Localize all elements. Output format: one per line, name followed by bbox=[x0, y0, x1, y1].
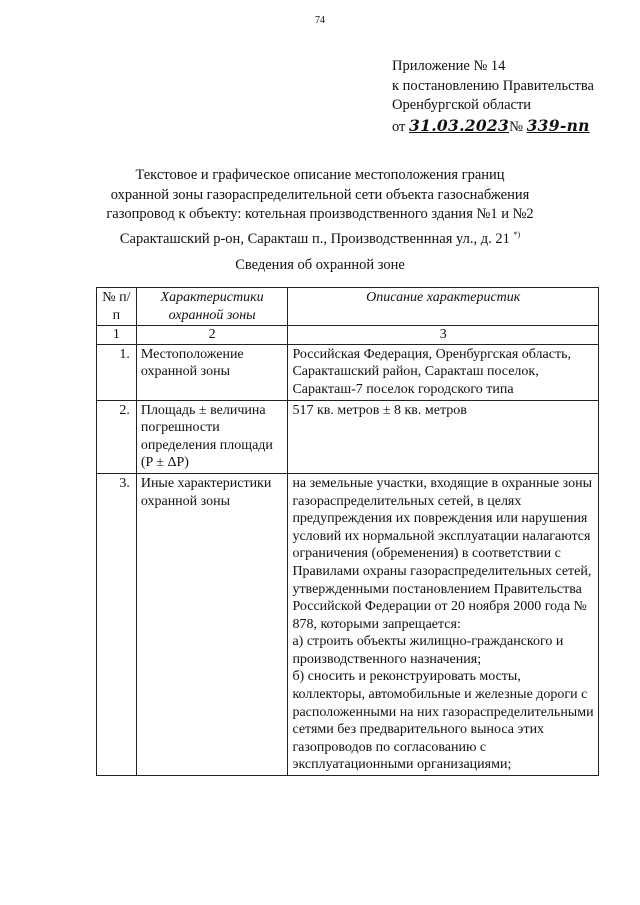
restriction-item-a: а) строить объекты жилищно-гражданского и производственного назначения; bbox=[292, 634, 564, 667]
appendix-block bbox=[392, 57, 597, 137]
handwritten-date: 31.03.2023 bbox=[409, 115, 510, 135]
section-subtitle: Сведения об охранной зоне bbox=[235, 257, 405, 273]
number-label: № bbox=[509, 118, 523, 135]
column-index-1: 1 bbox=[97, 326, 137, 345]
restriction-item-b: б) сносить и реконструировать мосты, коллекторы, автомобильные и железные дороги с расположенными на них газораспределительными сетями без предварительного выноса этих газопроводов по согласованию с эксплуатационными организациями; bbox=[292, 669, 594, 773]
document-title bbox=[0, 166, 640, 249]
column-index-row bbox=[97, 326, 599, 345]
column-index-2: 2 bbox=[136, 326, 288, 345]
appendix-date-line bbox=[392, 116, 597, 138]
row-description-cell bbox=[288, 473, 599, 775]
table-row bbox=[97, 400, 599, 473]
title-line-3: газопровод к объекту: котельная производственного здания №1 и №2 bbox=[106, 206, 534, 222]
row-number: 2. bbox=[97, 400, 137, 473]
page-number: 74 bbox=[315, 15, 325, 26]
row-characteristic: Площадь ± величина погрешности определения площади (P ± ΔP) bbox=[136, 400, 288, 473]
appendix-line-3: Оренбургской области bbox=[392, 97, 532, 113]
title-line-2: охранной зоны газораспределительной сети объекта газоснабжения bbox=[110, 186, 530, 203]
row-description: на земельные участки, входящие в охранные зоны газораспределительных сетей, в целях предупреждения их повреждения или нарушения условий их нормальной эксплуатации налагаются ограничения (обременения) в соответствии с Правилами охраны газораспределительных сетей, утвержденными постановлением Правительства Российской Федерации от 20 ноября 2000 года № 878, которыми запрещается: bbox=[292, 475, 592, 632]
header-characteristic: Характеристики охранной зоны bbox=[136, 288, 288, 326]
footnote-mark: *) bbox=[513, 229, 521, 239]
appendix-line-2: к постановлению Правительства bbox=[392, 77, 594, 94]
header-num: № п/п bbox=[97, 288, 137, 326]
row-characteristic: Иные характеристики охранной зоны bbox=[136, 473, 288, 775]
row-number: 3. bbox=[97, 473, 137, 775]
date-prefix: от bbox=[392, 118, 406, 135]
title-line-4-text: Саракташский р-он, Саракташ п., Производственнная ул., д. 21 bbox=[119, 230, 510, 247]
title-line-1: Текстовое и графическое описание местоположения границ bbox=[135, 167, 505, 183]
column-index-3: 3 bbox=[288, 326, 599, 345]
row-characteristic: Местоположение охранной зоны bbox=[136, 344, 288, 400]
handwritten-number: 339-пп bbox=[526, 115, 590, 135]
table-row bbox=[97, 473, 599, 775]
row-description: Российская Федерация, Оренбургская область, Саракташский район, Саракташ поселок, Саракташ-7 поселок городского типа bbox=[288, 344, 599, 400]
row-description: 517 кв. метров ± 8 кв. метров bbox=[288, 400, 599, 473]
row-number: 1. bbox=[97, 344, 137, 400]
title-line-4 bbox=[0, 225, 640, 249]
table-row bbox=[97, 344, 599, 400]
zone-info-table bbox=[96, 287, 599, 776]
appendix-title: Приложение № 14 bbox=[392, 58, 506, 74]
header-description: Описание характеристик bbox=[288, 288, 599, 326]
table-header-row bbox=[97, 288, 599, 326]
